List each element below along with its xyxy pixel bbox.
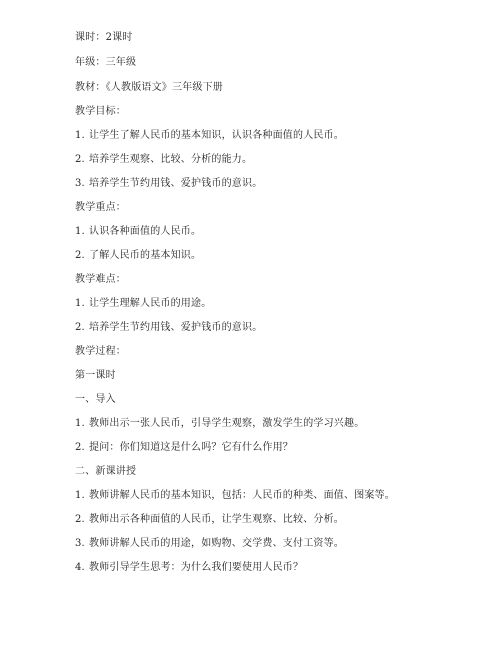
textbook-line [75,81,223,94]
item-number: 2. [75,250,85,261]
list-item [75,321,262,334]
heading-text: 教学过程： [75,346,126,357]
item-text: 培养学生节约用钱、爱护钱币的意识。 [89,322,263,333]
list-item [75,537,344,550]
item-number: 4. [75,562,85,573]
grade-line [75,56,136,69]
item-text: 教师讲解人民币的用途，如购物、交学费、支付工资等。 [89,538,344,549]
list-item [75,561,303,574]
section-heading-key-points [75,201,126,214]
item-number: 2. [75,154,85,165]
line-text: 教材：《人教版语文》三年级下册 [75,82,223,93]
heading-text: 教学难点： [75,274,126,285]
list-item [75,177,262,190]
heading-text: 教学目标： [75,106,126,117]
item-number: 1. [75,130,85,141]
step-heading-intro [75,393,116,406]
item-text: 培养学生观察、比较、分析的能力。 [89,154,253,165]
heading-text: 第一课时 [75,370,116,381]
item-text: 提问：你们知道这是什么吗？它有什么作用？ [89,442,293,453]
item-number: 1. [75,226,85,237]
list-item [75,153,252,166]
item-text: 教师出示各种面值的人民币，让学生观察、比较、分析。 [89,514,344,525]
list-item [75,129,344,142]
list-item [75,417,364,430]
item-number: 3. [75,538,85,549]
lesson-heading [75,369,116,382]
item-text: 让学生理解人民币的用途。 [89,298,212,309]
item-text: 教师出示一张人民币，引导学生观察，激发学生的学习兴趣。 [89,418,365,429]
list-item [75,297,211,310]
heading-text: 二、新课讲授 [75,466,137,477]
section-heading-objectives [75,105,126,118]
section-heading-process [75,345,126,358]
item-text: 教师讲解人民币的基本知识，包括：人民币的种类、面值、图案等。 [89,490,395,501]
list-item [75,513,344,526]
item-text: 让学生了解人民币的基本知识，认识各种面值的人民币。 [89,130,344,141]
item-text: 教师引导学生思考：为什么我们要使用人民币？ [89,562,304,573]
item-number: 1. [75,298,85,309]
list-item [75,441,293,454]
item-number: 1. [75,490,85,501]
class-hours-line [75,31,133,44]
list-item [75,489,395,502]
item-number: 2. [75,514,85,525]
heading-text: 一、导入 [75,394,116,405]
heading-text: 教学重点： [75,202,126,213]
step-heading-new-lesson [75,465,136,478]
item-text: 认识各种面值的人民币。 [89,226,202,237]
item-number: 3. [75,178,85,189]
section-heading-difficulties [75,273,126,286]
list-item [75,249,201,262]
item-text: 了解人民币的基本知识。 [89,250,202,261]
item-number: 2. [75,322,85,333]
item-number: 1. [75,418,85,429]
item-number: 2. [75,442,85,453]
item-text: 培养学生节约用钱、爱护钱币的意识。 [89,178,263,189]
list-item [75,225,201,238]
line-text: 课时：2课时 [75,32,133,43]
line-text: 年级：三年级 [75,57,137,68]
